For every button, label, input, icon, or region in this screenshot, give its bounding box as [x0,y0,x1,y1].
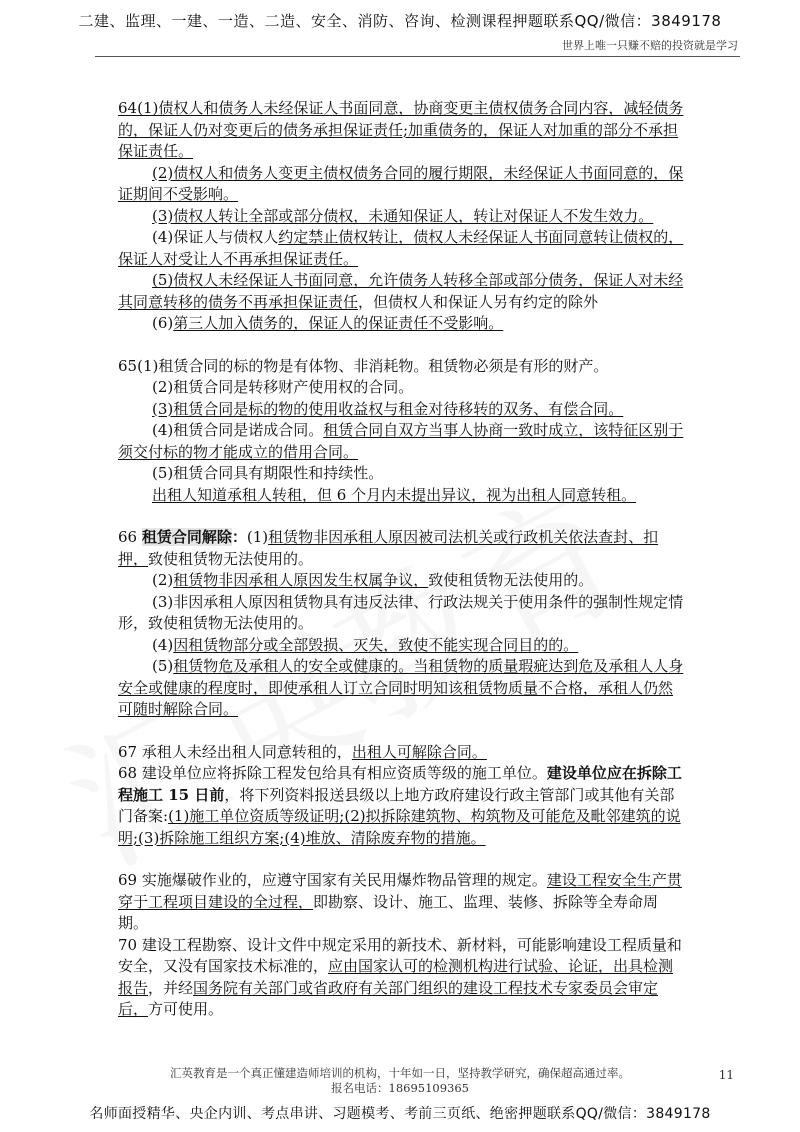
item-69: 69 实施爆破作业的，应遵守国家有关民用爆炸物品管理的规定。建设工程安全生产贯穿于工程项目建设的全过程，即勘察、设计、施工、监理、装修、拆除等全寿命周期。 [118,871,682,932]
item-65-p5: (5)租赁合同具有期限性和持续性。 [152,464,384,482]
item-65-p2: (2)租赁合同是转移财产使用权的合同。 [152,378,414,396]
item-70: 70 建设工程勘察、设计文件中规定采用的新技术、新材料，可能影响建设工程质量和安全，又没有国家技术标准的，应由国家认可的检测机构进行试验、论证，出具检测报告，并经国务院有关部门或省政府有关部门组织的建设工程技术专家委员会审定后，方可使用。 [118,935,682,1018]
header-divider [95,56,740,57]
item-64-p5: (5)债权人未经保证人书面同意，允许债务人转移全部或部分债务，保证人对未经其同意转移的债务不再承担保证责任，但债权人和保证人另有约定的除外 [118,271,684,311]
item-68: 68 建设单位应将拆除工程发包给具有相应资质等级的施工单位。建设单位应在拆除工程施工 15 日前，将下列资料报送县级以上地方政府建设行政主管部门或其他有关部门备案:(1)施工单位资质等级证明;(2)拟拆除建筑物、构筑物及可能危及毗邻建筑的说明;(3)拆除施工组织方案;(4)堆放、清除废弃物的措施。 [118,764,682,847]
item-64-p6: (6)第三人加入债务的，保证人的保证责任不受影响。 [152,314,504,332]
footer-promo-line: 汇英教育是一个真正懂建造师培训的机构，十年如一日，坚持教学研究，确保超高通过率。 [170,1066,630,1080]
footer-phone: 报名电话：18695109365 [331,1081,469,1095]
item-65-p6: 出租人知道承租人转租，但 6 个月内未提出异议，视为出租人同意转租。 [152,485,637,504]
item-64-p2: (2)债权人和债务人变更主债权债务合同的履行期限，未经保证人书面同意的，保证期间不受影响。 [118,163,684,203]
item-66-p5: (5)租赁物危及承租人的安全或健康的。当租赁物的质量瑕疵达到危及承租人人身安全或健康的程度时，即使承租人订立合同时明知该租赁物质量不合格，承租人仍然可随时解除合同。 [118,657,684,718]
document-body [118,98,684,1021]
item-65-p4: (4)租赁合同是诺成合同。租赁合同自双方当事人协商一致时成立，该特征区别于须交付标的物才能成立的借用合同。 [118,421,684,461]
item-66-p1: 66 租赁合同解除：(1)租赁物非因承租人原因被司法机关或行政机关依法查封、扣押，致使租赁物无法使用的。 [118,528,659,568]
footer-contact-line: 名师面授精华、央企内训、考点串讲、习题模考、考前三页纸、绝密押题联系QQ/微信：3849178 [89,1106,711,1122]
item-66-p2: (2)租赁物非因承租人原因发生权属争议，致使租赁物无法使用的。 [152,571,594,589]
item-65-p1: 65(1)租赁合同的标的物是有体物、非消耗物。租赁物必须是有形的财产。 [118,356,609,375]
item-64-p4: (4)保证人与债权人约定禁止债权转让，债权人未经保证人书面同意转让债权的，保证人对受让人不再承担保证责任。 [118,228,684,268]
item-66-p4: (4)因租赁物部分或全部毁损、灭失，致使不能实现合同目的的。 [152,635,579,654]
item-67: 67 承租人未经出租人同意转租的，出租人可解除合同。 [118,742,487,761]
item-64-p1: 64(1)债权人和债务人未经保证人书面同意，协商变更主债权债务合同内容，减轻债务的，保证人仍对变更后的债务承担保证责任;加重债务的，保证人对加重的部分不承担保证责任。 [118,99,684,160]
footer-promo [120,1066,680,1096]
item-65-p3: (3)租赁合同是标的物的使用收益权与租金对待移转的双务、有偿合同。 [152,399,624,418]
item-66-title: 租赁合同解除 [141,528,232,546]
header-slogan: 世界上唯一只赚不赔的投资就是学习 [562,39,738,52]
item-64-p3: (3)债权人转让全部或部分债权，未通知保证人，转让对保证人不发生效力。 [152,206,654,225]
header-contact-line: 二建、监理、一建、一造、二造、安全、消防、咨询、检测课程押题联系QQ/微信：3849178 [78,12,722,30]
page-number: 11 [718,1068,734,1082]
item-66-p3: (3)非因承租人原因租赁物具有违反法律、行政法规关于使用条件的强制性规定情形，致使租赁物无法使用的。 [118,592,684,632]
